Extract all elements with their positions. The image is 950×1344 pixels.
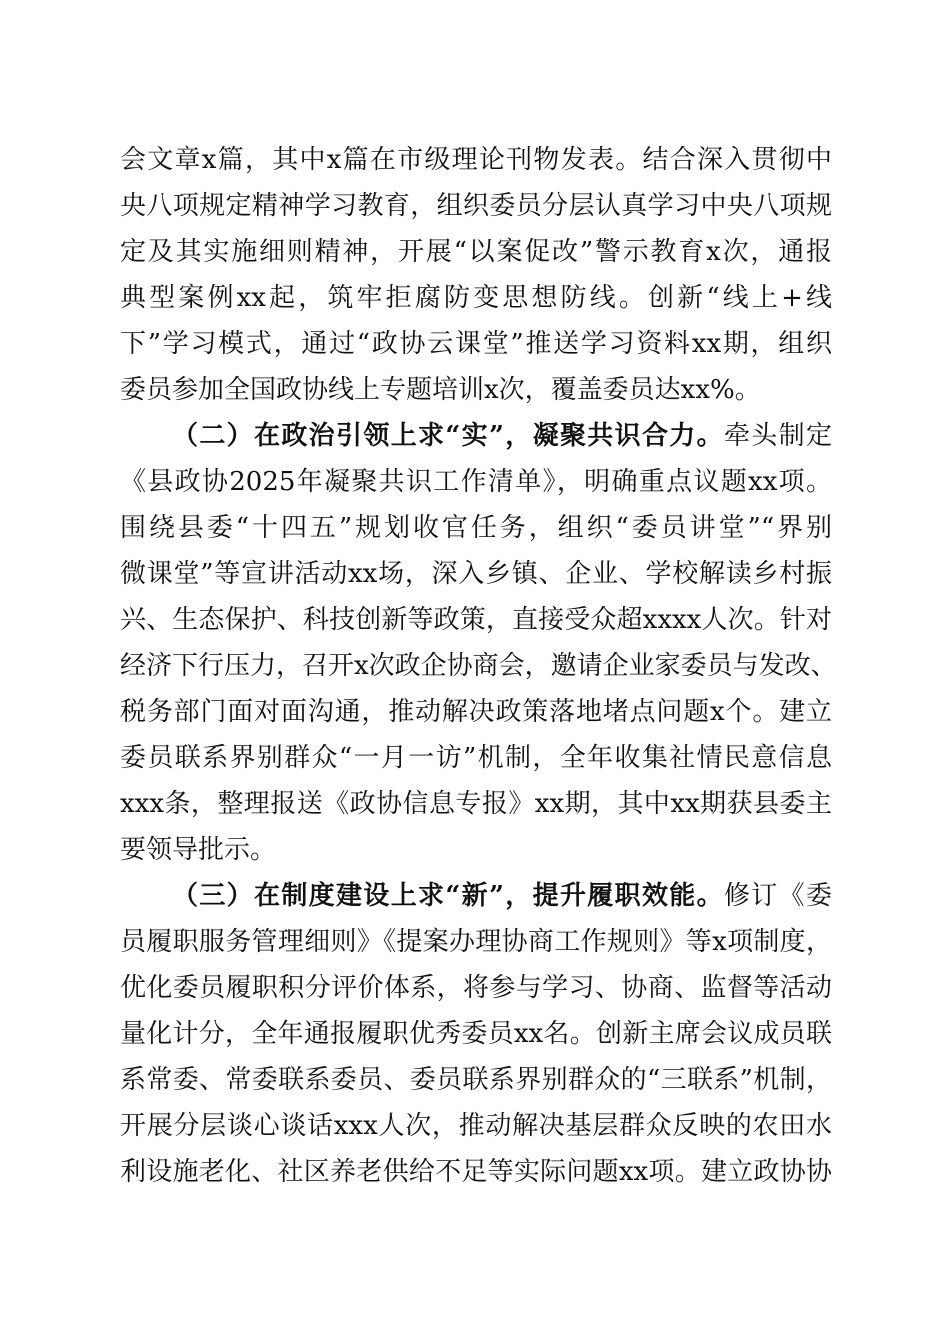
text-line: 利设施老化、社区养老供给不足等实际问题xx项。建立政协协	[120, 1157, 832, 1187]
paragraph-first-line	[172, 872, 832, 920]
text-line: 经济下行压力，召开x次政企协商会，邀请企业家委员与发改、	[120, 651, 837, 681]
text-line: xxx条，整理报送《政协信息专报》xx期，其中xx期获县委主	[120, 789, 832, 819]
text-line: 微课堂”等宣讲活动xx场，深入乡镇、企业、学校解读乡村振	[120, 559, 832, 589]
text-line: 开展分层谈心谈话xxx人次，推动解决基层群众反映的农田水	[120, 1111, 832, 1141]
text-line: 委员联系界别群众“一月一访”机制，全年收集社情民意信息	[120, 743, 832, 773]
text-line: 《县政协2025年凝聚共识工作清单》，明确重点议题xx项。	[120, 467, 832, 497]
paragraph-first-line	[172, 412, 832, 460]
text-line: 系常委、常委联系委员、委员联系界别群众的“三联系”机制，	[120, 1065, 832, 1095]
text-line: 委员参加全国政协线上专题培训x次，覆盖委员达xx%。	[120, 375, 761, 405]
text-line: 下”学习模式，通过“政协云课堂”推送学习资料xx期，组织	[120, 329, 832, 359]
text-span: 修订《委	[723, 881, 832, 911]
text-line: 税务部门面对面沟通，推动解决政策落地堵点问题x个。建立	[120, 697, 832, 727]
text-line: 兴、生态保护、科技创新等政策，直接受众超xxxx人次。针对	[120, 605, 832, 635]
text-line: 量化计分，全年通报履职优秀委员xx名。创新主席会议成员联	[120, 1019, 832, 1049]
text-line: 员履职服务管理细则》《提案办理协商工作规则》等x项制度，	[120, 927, 832, 957]
text-line: 围绕县委“十四五”规划收官任务，组织“委员讲堂”“界别	[120, 513, 832, 543]
text-line: 优化委员履职积分评价体系，将参与学习、协商、监督等活动	[120, 973, 832, 1003]
text-span: 牵头制定	[723, 421, 832, 451]
section-heading: （三）在制度建设上求“新”，提升履职效能。	[172, 881, 724, 911]
text-line: 央八项规定精神学习教育，组织委员分层认真学习中央八项规	[120, 191, 832, 221]
text-line: 定及其实施细则精神，开展“以案促改”警示教育x次，通报	[120, 237, 832, 267]
text-line: 典型案例xx起，筑牢拒腐防变思想防线。创新“线上+线	[120, 283, 832, 313]
text-line: 会文章x篇，其中x篇在市级理论刊物发表。结合深入贯彻中	[120, 145, 832, 175]
text-line: 要领导批示。	[120, 835, 277, 865]
section-heading: （二）在政治引领上求“实”，凝聚共识合力。	[172, 421, 724, 451]
